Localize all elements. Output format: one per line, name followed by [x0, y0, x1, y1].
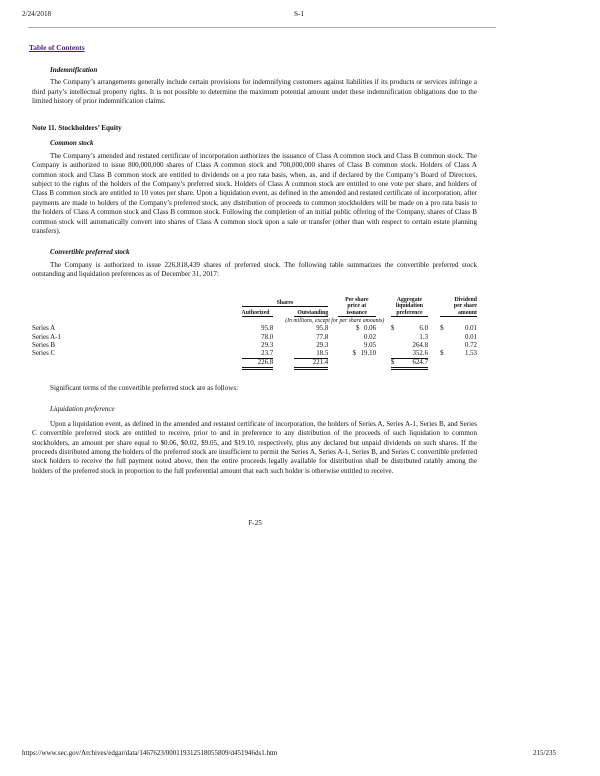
significant-terms-text: Significant terms of the convertible preferred stock are as follows: — [50, 384, 239, 392]
source-url: https://www.sec.gov/Archives/edgar/data/1467623/000119312518055809/d451946ds1.htm — [22, 749, 278, 757]
note11-section — [32, 124, 477, 280]
print-page-count: 215/235 — [533, 749, 556, 757]
preferred-stock-table — [32, 297, 477, 370]
table-row: Series A-1 78.0 77.8 0.02 1.3 0.01 — [32, 333, 477, 341]
indemnification-section — [32, 66, 477, 107]
unit-note: (In millions, except for per share amounts) — [285, 318, 385, 325]
total-outstanding: 221.4 — [294, 359, 329, 369]
common-stock-text: The Company’s amended and restated certificate of incorporation authorizes the issuance of Class A common stock and Class B common stock. The Company is authorized to issue 800,000,000 shares of Class A common stock and 700,000,000 shares of Class B common stock. Holders of Class A common stock and Class B common stock are entitled to dividends on a pro rata basis, when, as, and if declared by the Company’s Board of Directors, subject to the rights of the holders of the Company’s preferred stock. Holders of Class A common stock are entitled to one vote per share, and holders of Class B common stock are entitled to 10 votes per share. Upon a liquidation event, as defined in the amended and restated certificate of incorporation, after payments are made to holders of the Company’s preferred stock, any distribution of proceeds to common stockholders will be made on a pro rata basis to the holders of Class A common stock and Class B common stock. Following the completion of an initial public offering of the Company, shares of Class B common stock will automatically convert into shares of Class A common stock upon a sale or transfer (other than with respect to certain estate planning transfers). — [32, 151, 477, 236]
liquidation-heading: Liquidation preference — [50, 405, 115, 414]
document-title: S-1 — [294, 10, 304, 18]
table-of-contents-link[interactable]: Table of Contents — [29, 43, 85, 52]
table-row: Series A 95.8 95.8 $ 0.06 $ 6.0 $ 0.01 — [32, 325, 477, 333]
liquidation-text: Upon a liquidation event, as defined in the amended and restated certificate of incorporation, the holders of Series A, Series A-1, Series B, and Series C convertible preferred stock are entitled to receive, prior to and in preference to any distribution of the proceeds of such liquidation to common stockholders, an amount per share equal to $0.06, $0.02, $9.05, and $19.10, respectively, plus any declared but unpaid dividends on such shares. If the proceeds distributed among the holders of the preferred stock are insufficient to permit the Series A, Series A-1, Series B, and Series C convertible preferred stock holders to receive the full payment noted above, then the entire proceeds legally available for distribution shall be distributed ratably among the holders of the preferred stock in proportion to the full preferential amount that each such holder is otherwise entitled to receive. — [32, 419, 477, 475]
header-divider — [28, 27, 496, 28]
print-date: 2/24/2018 — [22, 10, 52, 18]
col-header-authorized: Authorized — [242, 307, 274, 317]
indemnification-text: The Company’s arrangements generally include certain provisions for indemnifying customers against liabilities if its products or services infringe a third party’s intellectual property rights. It is not possible to determine the maximum potential amount under these indemnification obligations due to the limited history of prior indemnification claims. — [32, 78, 477, 106]
shares-group-header: Shares — [242, 297, 329, 307]
col-header-aggregate: Aggregate liquidation preference — [391, 297, 428, 317]
col-header-outstanding: Outstanding — [294, 307, 329, 317]
note11-heading: Note 11. Stockholders’ Equity — [32, 124, 122, 132]
total-authorized: 226.8 — [242, 359, 274, 369]
page-number: F-25 — [248, 519, 262, 527]
convertible-preferred-heading: Convertible preferred stock — [50, 248, 130, 257]
common-stock-heading: Common stock — [50, 139, 94, 148]
col-header-dividend: Dividend per share amount — [440, 297, 477, 317]
table-row: Series B 29.3 29.3 9.05 264.8 0.72 — [32, 341, 477, 349]
totals-row — [32, 359, 477, 369]
significant-terms-section — [32, 384, 477, 476]
indemnification-heading: Indemnification — [50, 66, 98, 74]
table-row: Series C 23.7 18.5 $ 19.10 352.6 $ 1.53 — [32, 350, 477, 358]
col-header-price: Per share price at issuance — [338, 297, 377, 317]
convertible-preferred-text: The Company is authorized to issue 226,818,439 shares of preferred stock. The following table summarizes the convertible preferred stock outstanding and liquidation preferences as of December 31, 2017: — [32, 260, 477, 279]
total-aggregate: $ 624.7 — [391, 359, 428, 369]
